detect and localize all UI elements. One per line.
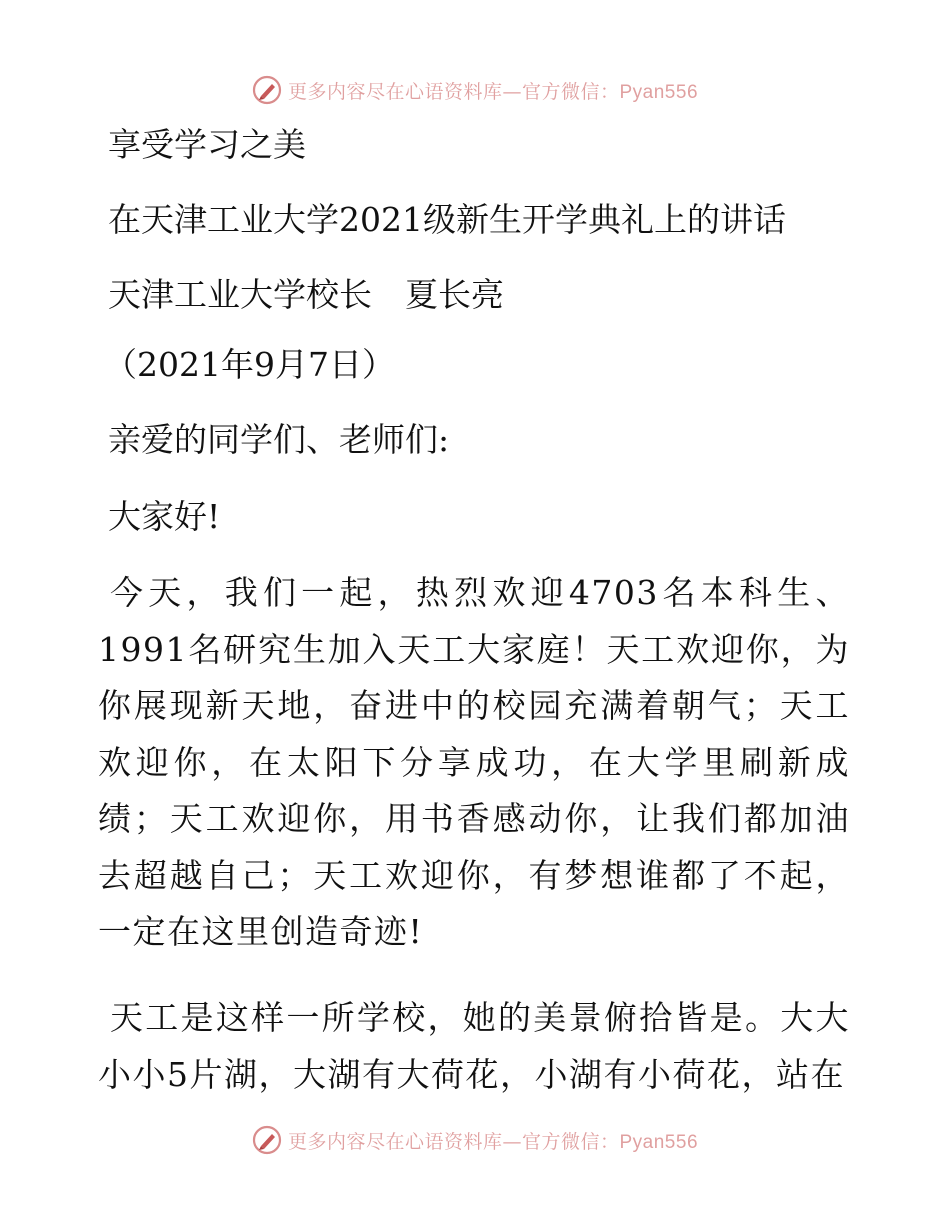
salutation: 亲爱的同学们、老师们: <box>108 420 450 459</box>
paragraph-1: 今天，我们一起，热烈欢迎4703名本科生、1991名研究生加入天工大家庭！天工欢迎你，为你展现新天地，奋进中的校园充满着朝气；天工欢迎你，在太阳下分享成功，在大学里刷新成绩；天工欢迎你，用书香感动你，让我们都加油去超越自己；天工欢迎你，有梦想谁都了不起，一定在这里创造奇迹! <box>98 573 850 951</box>
document-title: 享受学习之美 <box>108 125 306 164</box>
greeting: 大家好! <box>108 497 221 536</box>
document-author: 天津工业大学校长 夏长亮 <box>108 275 504 314</box>
paragraph-2: 天工是这样一所学校，她的美景俯拾皆是。大大小小5片湖，大湖有大荷花，小湖有小荷花，站在 <box>98 998 850 1094</box>
watermark-id: Pyan556 <box>619 1131 699 1153</box>
watermark-id: Pyan556 <box>619 81 699 103</box>
watermark-label: 更多内容尽在心语资料库—官方微信： <box>287 1130 620 1153</box>
watermark-text <box>288 1127 698 1154</box>
watermark-label: 更多内容尽在心语资料库—官方微信： <box>287 80 620 103</box>
quill-pen-icon <box>252 1125 282 1155</box>
watermark-footer <box>0 1120 950 1160</box>
document-subtitle: 在天津工业大学2021级新生开学典礼上的讲话 <box>108 200 786 239</box>
document-date: （2021年9月7日） <box>104 345 395 384</box>
